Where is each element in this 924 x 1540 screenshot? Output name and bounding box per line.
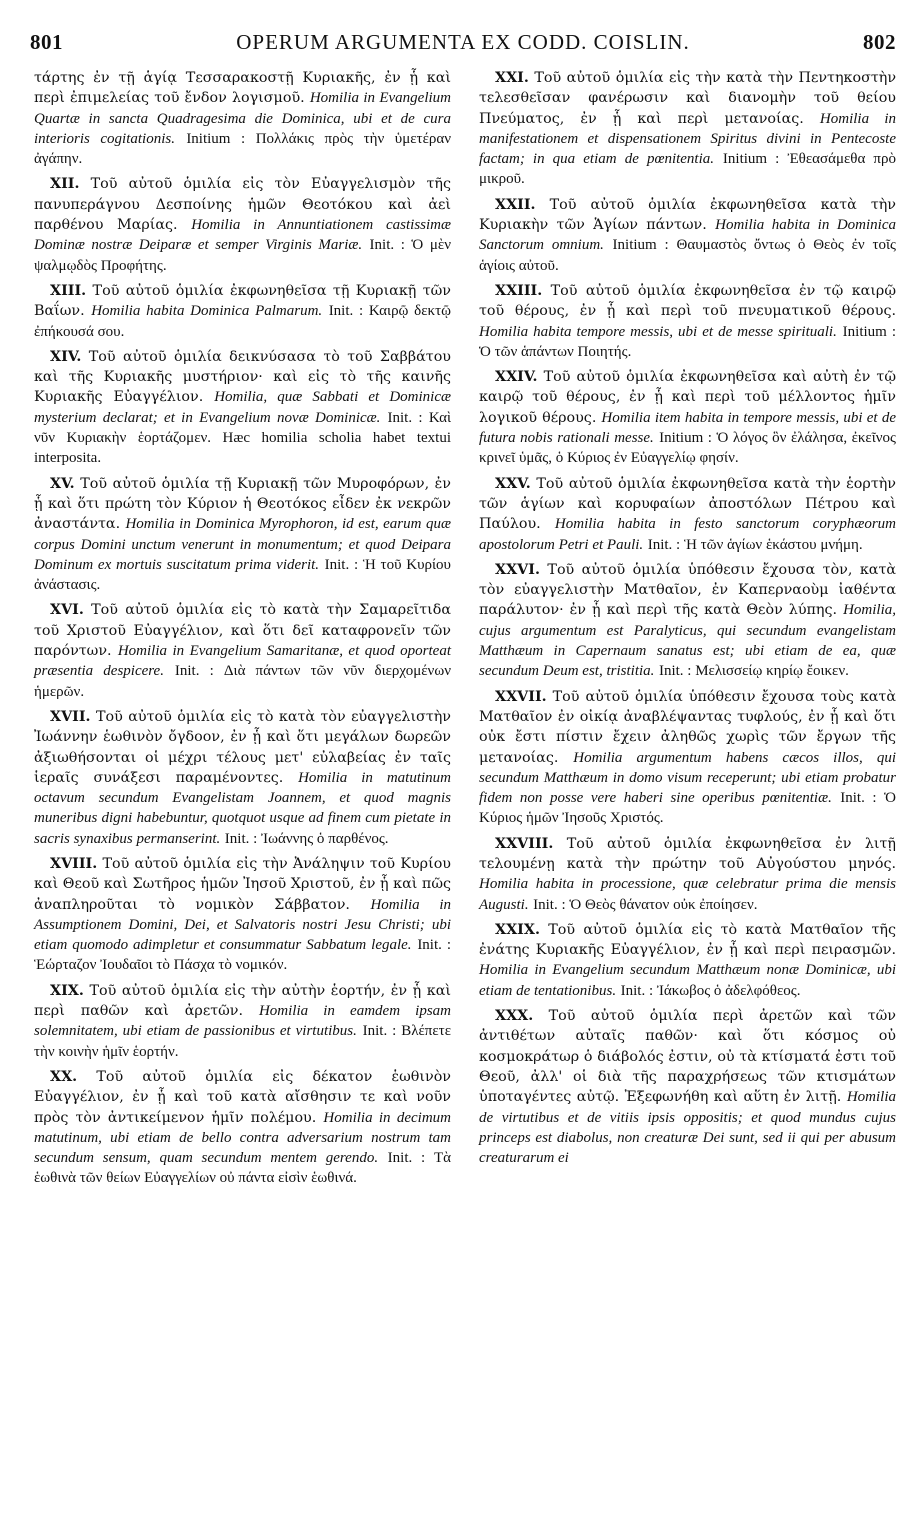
greek-title: Τοῦ αὐτοῦ ὁμιλία ἐκφωνηθεῖσα κατὰ τὴν ἑορτὴν τῶν ἁγίων καὶ κορυφαίων ἀποστόλων Πέτρου καὶ Παύλου. [479, 475, 896, 533]
incipit: Init. : Ἑώρταζον Ἰουδαῖοι τὸ Πάσχα τὸ νομικόν. [34, 937, 452, 974]
homily-entry [479, 281, 896, 362]
greek-title: Τοῦ αὐτοῦ ὁμιλία ἐκφωνηθεῖσα ἐν λιτῇ τελουμένῃ κατὰ τὴν πρώτην τοῦ Αὐγούστου μηνός. [479, 835, 897, 872]
incipit: Init. : Καὶ νῦν Κυριακὴν ἑορτάζομεν. Hæc homilia scholia habet textui interposita. [34, 409, 452, 467]
entry-number: XVIII. [50, 855, 98, 872]
latin-title: Homilia argumentum habens cæcos illos, qui secundum Matthæum in domo visum receperunt; ubi etiam probatur fidem non posse vere haberi sine operibus pœnitentiæ. [479, 749, 896, 807]
homily-entry [479, 1006, 896, 1168]
entry-number: XXX. [495, 1008, 534, 1025]
incipit: Initium : Ὁ λόγος ὃν ἐλάλησα, ἐκεῖνος κρινεῖ ὑμᾶς, ὁ Κύριος ἐν Εὐαγγελίῳ φησίν. [479, 430, 896, 467]
homily-entry [34, 600, 451, 701]
homily-entry [34, 281, 451, 342]
latin-title: Homilia in Evangelium Quartæ in sancta Quadragesima die Dominica, ubi et de cura interioris cogitationis. [34, 90, 452, 147]
latin-title: Homilia in Evangelium secundum Matthæum nonæ Dominicæ, ubi etiam de tentationibus. [479, 962, 896, 999]
greek-title: Τοῦ αὐτοῦ ὁμιλία ἐκφωνηθεῖσα ἐν τῷ καιρῷ τοῦ θέρους, ἐν ᾗ καὶ περὶ τοῦ πνευματικοῦ θέρους. [479, 282, 896, 320]
greek-title: Τοῦ αὐτοῦ ὁμιλία εἰς τὸν Εὐαγγελισμὸν τῆς πανυπεράγνου Δεσποίνης ἡμῶν Θεοτόκου καὶ ἀεὶ παρθένου Μαρίας. [34, 176, 451, 234]
latin-title: Homilia, cujus argumentum est Paralyticus, qui secundum evangelistam Matthæum in Capernaum sanatus est; ubi etiam de ea, quæ secundum Deum est, tristitia. [479, 602, 896, 680]
entry-number: XXIX. [495, 921, 540, 938]
entry-number: XXVIII. [495, 835, 554, 852]
incipit: Init. : Ἰάκωβος ὁ ἀδελφόθεος. [620, 982, 801, 999]
homily-entry [34, 854, 451, 976]
entry-number: XXV. [495, 475, 531, 492]
homily-entry [34, 1067, 451, 1189]
latin-title: Homilia in eamdem ipsam solemnitatem, ubi etiam de passionibus et virtutibus. [34, 1003, 451, 1040]
entry-number: XXIV. [495, 369, 538, 386]
greek-title: Τοῦ αὐτοῦ ὁμιλία δεικνύσασα τὸ τοῦ Σαββάτου καὶ τῆς Κυριακῆς μυστήριον· καὶ εἰς τὸ τῆς καινῆς Κυριακῆς Εὐαγγέλιον. [34, 348, 451, 406]
incipit: Init. : Βλέπετε τὴν κοινὴν ἡμῖν ἑορτήν. [34, 1023, 452, 1060]
incipit: Init. : Καιρῷ δεκτῷ ἐπήκουσά σου. [34, 303, 451, 340]
latin-title: Homilia habita tempore messis, ubi et de messe spirituali. [479, 323, 837, 340]
greek-title: τάρτης ἐν τῇ ἁγίᾳ Τεσσαρακοστῇ Κυριακῆς, ἐν ᾗ καὶ περὶ ἐπιμελείας τοῦ ἔνδον λογισμοῦ. [34, 70, 451, 107]
latin-title: Homilia in Evangelium Samaritanæ, et quod oporteat præsentia despicere. [34, 643, 451, 680]
incipit: Initium : Ἐθεασάμεθα πρὸ μικροῦ. [479, 151, 896, 188]
greek-title: Τοῦ αὐτοῦ ὁμιλία περὶ ἀρετῶν καὶ τῶν ἀντιθέτων αὐταῖς παθῶν· καὶ ὅτι κόσμος οὐ κοσμοκράτωρ ὁ διάβολός ἐστιν, οὐ τὰ κτίσματά ἐστι τοῦ Θεοῦ, ἀλλ' οἱ διὰ τῆς παραχρήσεως τῶν κτισμάτων ὑποταγέντες αὐτῷ. Ἐξεφωνήθη καὶ αὕτη ἐν λιτῇ. [479, 1008, 896, 1106]
homily-entry [34, 981, 451, 1062]
latin-title: Homilia in decimum matutinum, ubi etiam de bello contra adversarium nostrum tam secundum sensum, quam secundum mentem gerendo. [34, 1109, 452, 1167]
entry-number: XIV. [50, 348, 82, 365]
latin-title: Homilia habita Dominica Palmarum. [91, 303, 323, 320]
greek-title: Τοῦ αὐτοῦ ὁμιλία εἰς τὸ κατὰ Ματθαῖον τῆς ἐνάτης Κυριακῆς Εὐαγγέλιον, ἐν ᾗ καὶ περὶ πειρασμῶν. [479, 921, 896, 959]
homily-entry [34, 707, 451, 849]
homily-entry [479, 195, 896, 276]
page-number-left: 801 [30, 30, 63, 54]
latin-title: Homilia habita in Dominica Sanctorum omnium. [479, 217, 896, 254]
entry-number: XX. [50, 1068, 78, 1085]
entry-number: XXI. [495, 70, 529, 86]
incipit: Initium : Ὁ τῶν ἁπάντων Ποιητής. [479, 323, 896, 360]
latin-title: Homilia habita in festo sanctorum coryphæorum apostolorum Petri et Pauli. [479, 516, 896, 553]
greek-title: Τοῦ αὐτοῦ ὁμιλία εἰς τὴν Ἀνάληψιν τοῦ Κυρίου καὶ Θεοῦ καὶ Σωτῆρος ἡμῶν Ἰησοῦ Χριστοῦ, ἐν ᾗ καὶ πῶς ἀναπληροῦται τὸ νομικὸν Σάββατον. [34, 855, 451, 913]
homily-entry [479, 68, 896, 190]
greek-title: Τοῦ αὐτοῦ ὁμιλία εἰς τὴν αὐτὴν ἑορτήν, ἐν ᾗ καὶ περὶ παθῶν καὶ ἀρετῶν. [34, 982, 451, 1020]
homily-entry [479, 560, 896, 682]
running-title: OPERUM ARGUMENTA EX CODD. COISLIN. [236, 30, 690, 54]
latin-title: Homilia in Assumptionem Domini, Dei, et Salvatoris nostri Jesu Christi; ubi etiam quomodo adimpletur et consummatur Sabbatum legale. [34, 896, 451, 954]
greek-title: Τοῦ αὐτοῦ ὁμιλία ὑπόθεσιν ἔχουσα τοὺς κατὰ Ματθαῖον ἐν οἰκίᾳ ἀναβλέψαντας τυφλούς, ἐν ᾗ καὶ ὅτι οὐκ ἔστι πίστιν ἔχειν ἀληθῶς χωρὶς τῶν ἔργων τῆς μετανοίας. [479, 688, 896, 766]
homily-entry [479, 474, 896, 555]
entry-number: XII. [50, 176, 80, 193]
latin-title: Homilia habita in processione, quæ celebratur prima die mensis Augusti. [479, 876, 896, 913]
homily-entry [479, 834, 896, 915]
greek-title: Τοῦ αὐτοῦ ὁμιλία ἐκφωνηθεῖσα καὶ αὐτὴ ἐν τῷ καιρῷ τοῦ θέρους, ἐν ᾗ καὶ περὶ τοῦ μέλλοντος ἡμῖν λογικοῦ θέρους. [479, 369, 896, 426]
homily-entry [34, 68, 451, 169]
homily-entry [479, 920, 896, 1001]
latin-title: Homilia in Annuntiationem castissimæ Dominæ nostræ Deiparæ et semper Virginis Mariæ. [34, 217, 452, 254]
incipit: Init. : Τὰ ἑωθινὰ τῶν θείων Εὐαγγελίων οὐ πάντα εἰσὶν ἑωθινά. [34, 1150, 451, 1187]
greek-title: Τοῦ αὐτοῦ ὁμιλία ἐκφωνηθεῖσα κατὰ τὴν Κυριακὴν τῶν Ἁγίων πάντων. [479, 196, 896, 234]
incipit: Init. : Ὁ μὲν ψαλμῳδὸς Προφήτης. [34, 237, 451, 274]
homily-entry [479, 367, 896, 468]
latin-title: Homilia in matutinum octavum secundum Evangelistam Joannem, et quod magnis muneribus digni habebuntur, quotquot usque ad finem cum pietate in sacris synaxibus permanserint. [34, 769, 451, 847]
incipit: Init. : Ὁ Θεὸς θάνατον οὐκ ἐποίησεν. [533, 896, 758, 913]
greek-title: Τοῦ αὐτοῦ ὁμιλία ὑπόθεσιν ἔχουσα τὸν, κατὰ τὸν εὐαγγελιστὴν Ματθαῖον, ἐν Καπερναοὺμ ἰαθέντα παράλυτον· ἐν ᾗ καὶ περὶ τῆς κατὰ Θεὸν λύπης. [479, 561, 897, 619]
entry-number: XXIII. [495, 282, 543, 299]
entry-number: XVI. [50, 602, 84, 619]
entry-number: XVII. [50, 708, 91, 725]
right-column [479, 68, 896, 1520]
incipit: Init. : Ὁ Κύριος ἡμῶν Ἰησοῦς Χριστός. [479, 790, 896, 827]
incipit: Initium : Πολλάκις πρὸς τὴν ὑμετέραν ἀγάπην. [34, 130, 451, 168]
greek-title: Τοῦ αὐτοῦ ὁμιλία εἰς τὸ κατὰ τὴν Σαμαρεῖτιδα τοῦ Χριστοῦ Εὐαγγέλιον, καὶ ὅτι δεῖ καταφρονεῖν τῶν παρόντων. [34, 602, 451, 660]
entry-number: XXII. [495, 196, 536, 213]
greek-title: Τοῦ αὐτοῦ ὁμιλία τῇ Κυριακῇ τῶν Μυροφόρων, ἐν ᾗ καὶ ὅτι πρώτη τὸν Κύριον ἡ Θεοτόκος εἶδεν ἐκ νεκρῶν ἀναστάντα. [34, 475, 452, 533]
latin-title: Homilia, quæ Sabbati et Dominicæ mysterium declarat; et in Evangelium novæ Dominicæ. [34, 389, 451, 426]
homily-entry [34, 474, 451, 596]
entry-number: XIX. [50, 982, 84, 999]
incipit: Init. : Ἡ τοῦ Κυρίου ἀνάστασις. [34, 556, 451, 594]
latin-title: Homilia item habita in tempore messis, ubi et de futura nobis rationali messe. [479, 409, 896, 447]
latin-title: Homilia in Dominica Myrophoron, id est, earum quæ corpus Domini unctum venerunt in monumentum; et quod Deipara Dominum ex mortuis suscitatum prima viderit. [34, 516, 452, 573]
page-header [30, 30, 896, 60]
entry-number: XV. [50, 475, 75, 492]
entry-number: XIII. [50, 282, 87, 299]
entry-number: XXVI. [495, 561, 540, 578]
text-columns [34, 68, 896, 1520]
incipit: Init. : Διὰ πάντων τῶν νῦν διερχομένων ἡμερῶν. [34, 663, 451, 700]
incipit: Init. : Ἰωάννης ὁ παρθένος. [224, 830, 389, 847]
incipit: Init. : Μελισσείῳ κηρίῳ ἔοικεν. [658, 663, 849, 680]
homily-entry [479, 687, 896, 829]
greek-title: Τοῦ αὐτοῦ ὁμιλία εἰς τὴν κατὰ τὴν Πεντηκοστὴν τελεσθεῖσαν φανέρωσιν καὶ διανομὴν τοῦ θείου Πνεύματος, ἐν ᾗ καὶ περὶ μετανοίας. [479, 70, 897, 127]
greek-title: Τοῦ αὐτοῦ ὁμιλία εἰς τὸ κατὰ τὸν εὐαγγελιστὴν Ἰωάννην ἑωθινὸν ὄγδοον, ἐν ᾗ καὶ ὅτι μεγάλων δωρεῶν ἀξιωθήσονται οἱ μέχρι τέλους μετ' εὐλαβείας ἐν ταῖς ἱεραῖς συνάξεσι παραμένοντες. [34, 708, 451, 786]
homily-entry [34, 347, 451, 469]
homily-entry [34, 174, 451, 275]
left-column [34, 68, 451, 1520]
greek-title: Τοῦ αὐτοῦ ὁμιλία εἰς δέκατον ἑωθινὸν Εὐαγγέλιον, ἐν ᾗ καὶ τοῦ κατὰ αἴσθησιν τε καὶ νοῦν πρὸς τὸν ἀντικείμενον ἡμῖν πολέμου. [34, 1068, 452, 1126]
latin-title: Homilia de virtutibus et de vitiis ipsis oppositis; et quod mundus cujus princeps est diabolus, non creaturæ Dei sunt, sed ii qui per abusum creaturarum ei [479, 1089, 896, 1167]
incipit: Init. : Ἡ τῶν ἁγίων ἑκάστου μνήμη. [647, 536, 863, 553]
greek-title: Τοῦ αὐτοῦ ὁμιλία ἐκφωνηθεῖσα τῇ Κυριακῇ τῶν Βαΐων. [34, 282, 451, 320]
incipit: Initium : Θαυμαστὸς ὄντως ὁ Θεὸς ἐν τοῖς ἁγίοις αὐτοῦ. [479, 237, 897, 274]
page-number-right: 802 [862, 30, 896, 54]
entry-number: XXVII. [495, 688, 547, 705]
latin-title: Homilia in manifestationem et dispensationem Spiritus divini in Pentecoste factam; in qua etiam de pœnitentia. [479, 110, 896, 168]
